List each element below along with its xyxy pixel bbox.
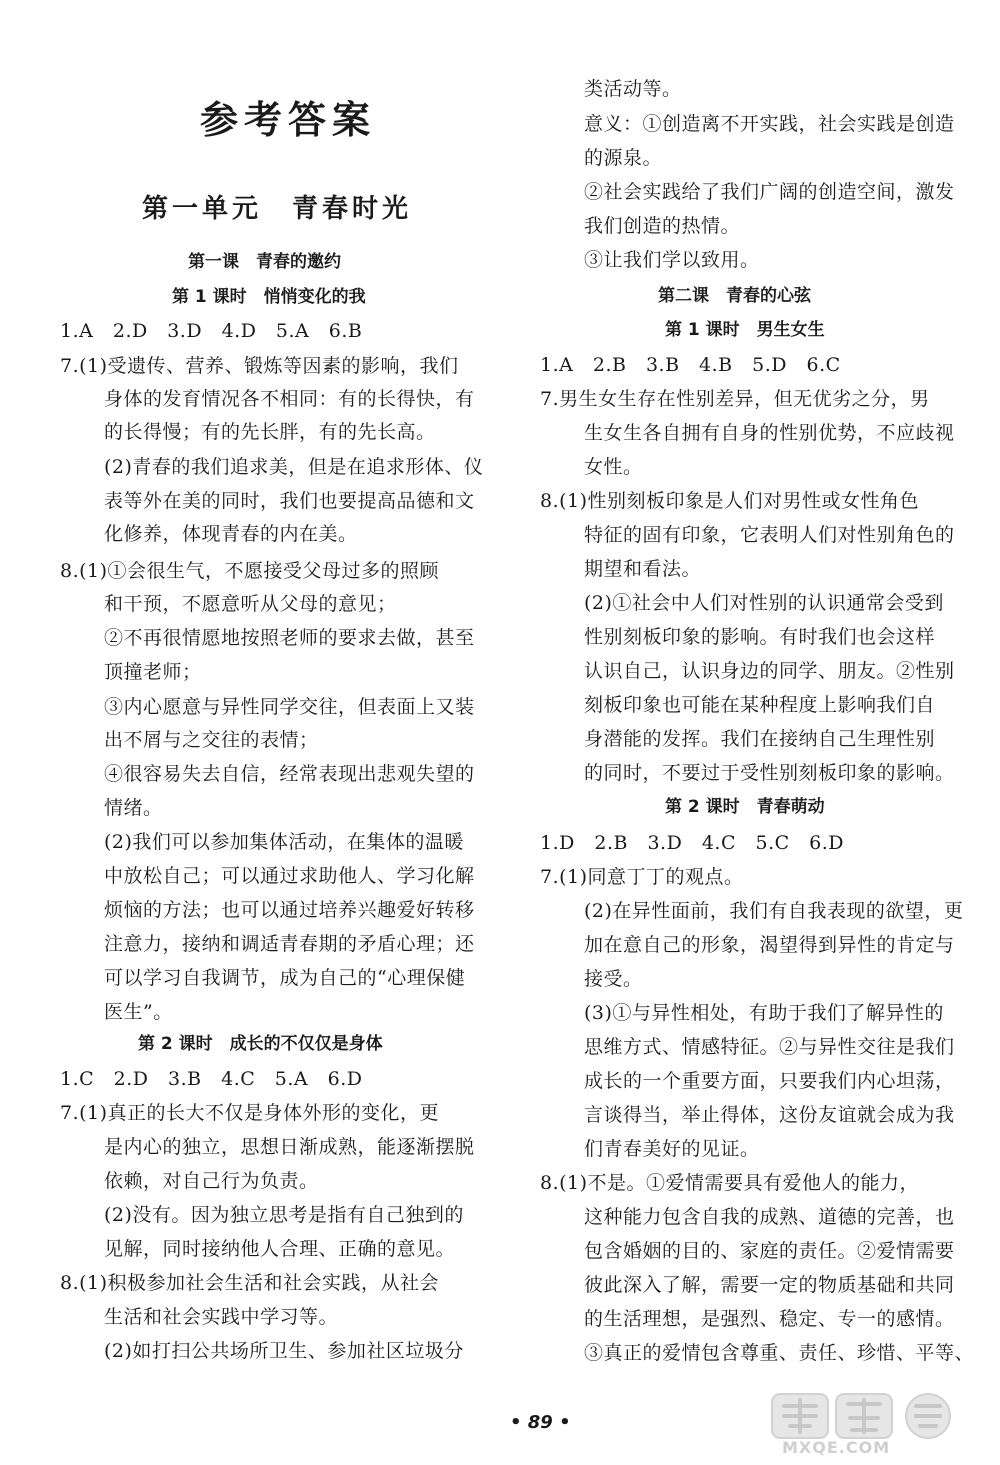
answer-line: 期望和看法。 [584, 558, 702, 580]
answer-line: 1.A 2.B 3.B 4.B 5.D 6.C [540, 354, 841, 376]
answer-line: ③让我们学以致用。 [584, 249, 760, 271]
answer-line: 身潜能的发挥。我们在接纳自己生理性别 [584, 728, 936, 750]
answer-line: 类活动等。 [584, 78, 682, 100]
answer-line: ②社会实践给了我们广阔的创造空间，激发 [584, 181, 955, 203]
answer-line: 7.男生女生存在性别差异，但无优劣之分，男 [540, 388, 930, 410]
answer-line: 8.(1)积极参加社会生活和社会实践，从社会 [60, 1272, 440, 1294]
answer-line: 彼此深入了解，需要一定的物质基础和共同 [584, 1274, 955, 1296]
answer-line: 接受。 [584, 968, 643, 990]
answer-line: (2)没有。因为独立思考是指有自己独到的 [104, 1204, 464, 1226]
answer-line: 女性。 [584, 456, 643, 478]
answer-line: 表等外在美的同时，我们也要提高品德和文 [104, 490, 475, 512]
answer-line: 是内心的独立，思想日渐成熟，能逐渐摆脱 [104, 1136, 475, 1158]
answer-line: 烦恼的方法；也可以通过培养兴趣爱好转移 [104, 899, 475, 921]
watermark-site: MXQE.COM [782, 1438, 891, 1457]
answer-line: 我们创造的热情。 [584, 215, 741, 237]
answer-line: ③真正的爱情包含尊重、责任、珍惜、平等、 [584, 1342, 975, 1364]
unit-title: 第一单元 青春时光 [142, 194, 413, 224]
answer-line: 医生”。 [104, 1001, 173, 1023]
answer-line: (2)①社会中人们对性别的认识通常会受到 [584, 592, 944, 614]
answer-line: ③内心愿意与异性同学交往，但表面上又装 [104, 696, 475, 718]
answer-line: 可以学习自我调节，成为自己的“心理保健 [104, 967, 466, 989]
watermark-logo-graphic [770, 1392, 970, 1442]
answer-line: (2)如打扫公共场所卫生、参加社区垃圾分 [104, 1340, 464, 1362]
answer-line: (2)我们可以参加集体活动，在集体的温暖 [104, 831, 464, 853]
answer-line: 8.(1)①会很生气，不愿接受父母过多的照顾 [60, 560, 440, 582]
answer-line: 8.(1)性别刻板印象是人们对男性或女性角色 [540, 490, 920, 512]
answer-line: 刻板印象也可能在某种程度上影响我们自 [584, 694, 936, 716]
answer-line: 8.(1)不是。①爱情需要具有爱他人的能力， [540, 1172, 920, 1194]
answer-line: 化修养，体现青春的内在美。 [104, 523, 358, 545]
answer-line: 顶撞老师； [104, 661, 202, 683]
answer-line: 这种能力包含自我的成熟、道德的完善，也 [584, 1206, 955, 1228]
answer-line: 们青春美好的见证。 [584, 1138, 760, 1160]
answer-line: 言谈得当，举止得体，这份友谊就会成为我 [584, 1104, 955, 1126]
answer-line: 思维方式、情感特征。②与异性交往是我们 [584, 1036, 955, 1058]
answer-line: 生女生各自拥有自身的性别优势，不应歧视 [584, 422, 955, 444]
answer-line: 特征的固有印象，它表明人们对性别角色的 [584, 524, 955, 546]
answer-line: 和干预，不愿意听从父母的意见； [104, 593, 397, 615]
answer-line: 中放松自己；可以通过求助他人、学习化解 [104, 865, 475, 887]
answer-line: (2)在异性面前，我们有自我表现的欲望，更 [584, 900, 964, 922]
period-heading: 第 1 课时 男生女生 [665, 320, 825, 340]
answer-line: 见解，同时接纳他人合理、正确的意见。 [104, 1238, 456, 1260]
answer-line: 成长的一个重要方面，只要我们内心坦荡， [584, 1070, 955, 1092]
answer-line: 情绪。 [104, 797, 163, 819]
lesson-heading: 第一课 青春的邀约 [188, 252, 341, 272]
answer-line: 生活和社会实践中学习等。 [104, 1306, 339, 1328]
answer-line: 出不屑与之交往的表情； [104, 729, 319, 751]
answer-line: 1.D 2.B 3.D 4.C 5.C 6.D [540, 832, 845, 854]
answer-line: ②不再很情愿地按照老师的要求去做，甚至 [104, 627, 475, 649]
answer-line: 加在意自己的形象，渴望得到异性的肯定与 [584, 934, 955, 956]
answer-line: (3)①与异性相处，有助于我们了解异性的 [584, 1002, 944, 1024]
answer-line: 身体的发育情况各不相同：有的长得快，有 [104, 388, 475, 410]
answer-line: 依赖，对自己行为负责。 [104, 1170, 319, 1192]
page-number: • 89 • [510, 1412, 571, 1433]
watermark-logo [770, 1392, 970, 1462]
answer-line: 的生活理想，是强烈、稳定、专一的感情。 [584, 1308, 955, 1330]
answer-line: 7.(1)真正的长大不仅是身体外形的变化，更 [60, 1102, 440, 1124]
answer-line: 7.(1)同意丁丁的观点。 [540, 866, 744, 888]
period-heading: 第 2 课时 成长的不仅仅是身体 [138, 1034, 383, 1054]
answer-line: 意义：①创造离不开实践，社会实践是创造 [584, 113, 955, 135]
answer-line: 1.C 2.D 3.B 4.C 5.A 6.D [60, 1068, 363, 1090]
answer-line: 认识自己，认识身边的同学、朋友。②性别 [584, 660, 955, 682]
answer-line: (2)青春的我们追求美，但是在追求形体、仪 [104, 456, 484, 478]
lesson-heading: 第二课 青春的心弦 [658, 286, 811, 306]
answer-line: 1.A 2.D 3.D 4.D 5.A 6.B [60, 320, 363, 342]
period-heading: 第 1 课时 悄悄变化的我 [172, 287, 366, 307]
answer-line: 包含婚姻的目的、家庭的责任。②爱情需要 [584, 1240, 955, 1262]
answer-line: 的源泉。 [584, 147, 663, 169]
period-heading: 第 2 课时 青春萌动 [665, 797, 825, 817]
answer-line: 性别刻板印象的影响。有时我们也会这样 [584, 626, 936, 648]
answer-line: 7.(1)受遗传、营养、锻炼等因素的影响，我们 [60, 355, 459, 377]
answer-line: ④很容易失去自信，经常表现出悲观失望的 [104, 763, 475, 785]
answer-line: 注意力，接纳和调适青春期的矛盾心理；还 [104, 933, 475, 955]
answer-line: 的长得慢；有的先长胖，有的先长高。 [104, 421, 436, 443]
answer-line: 的同时，不要过于受性别刻板印象的影响。 [584, 762, 955, 784]
page-title: 参考答案 [200, 98, 377, 142]
